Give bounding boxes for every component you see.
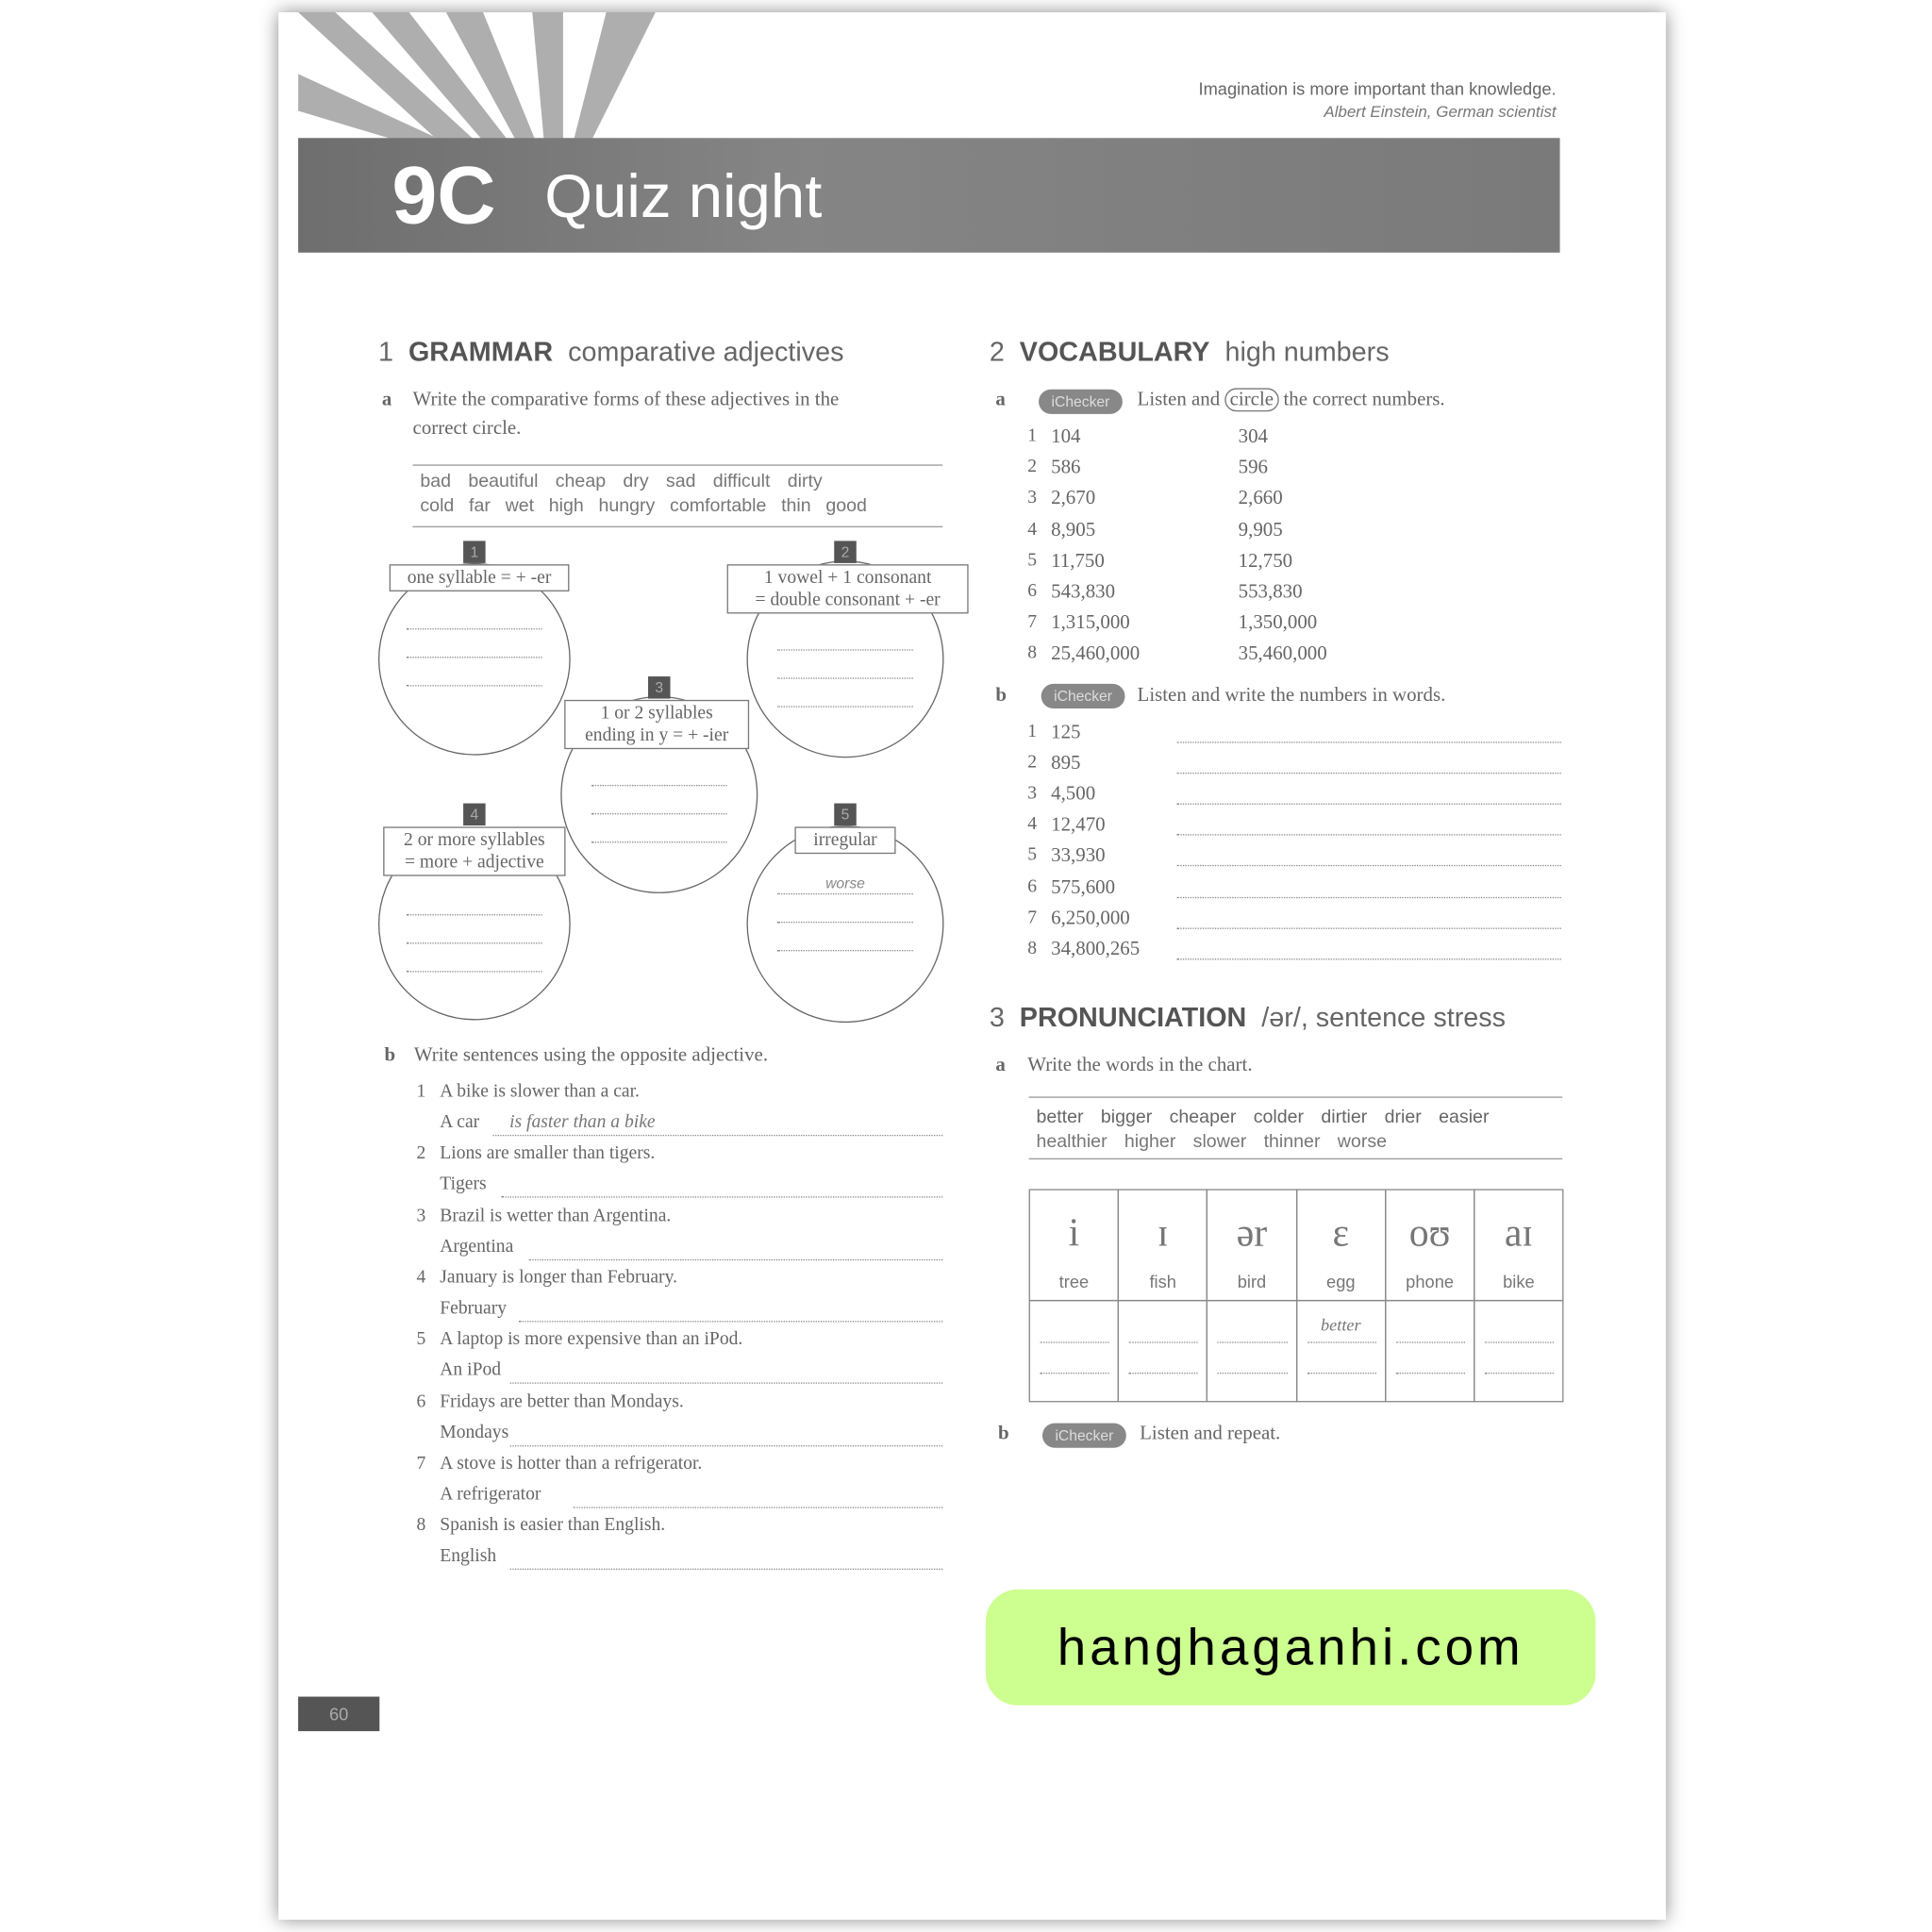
section-number: 3 — [989, 1001, 1005, 1033]
sentence-start: Argentina — [440, 1236, 514, 1257]
answer-cell — [1474, 1300, 1564, 1402]
sound-word: tree — [1058, 1271, 1090, 1291]
sentence-prompt: A stove is hotter than a refrigerator. — [440, 1453, 703, 1474]
item-number: 4 — [416, 1267, 426, 1288]
item-number: 5 — [1027, 550, 1038, 571]
quote: Imagination is more important than knowledge. — [1198, 78, 1557, 99]
answer-line[interactable] — [510, 1383, 942, 1384]
answer-line[interactable] — [1176, 927, 1561, 928]
number-value: 895 — [1051, 753, 1081, 774]
word-box-row — [420, 495, 881, 516]
circle-number: 4 — [463, 804, 486, 826]
word-option: cheaper — [1169, 1106, 1237, 1128]
answer-line[interactable] — [1485, 1373, 1554, 1374]
ichecker-audio-badge[interactable]: iChecker — [1042, 1424, 1126, 1448]
number-value: 6,250,000 — [1051, 908, 1130, 929]
rule-line: 2 or more syllables — [404, 830, 545, 851]
answer-line[interactable] — [1218, 1373, 1287, 1374]
item-number: 7 — [1027, 908, 1038, 927]
circle-number: 2 — [834, 541, 857, 563]
page-title: Quiz night — [544, 161, 823, 231]
answer-line[interactable] — [407, 942, 542, 943]
exercise-letter: a — [381, 389, 392, 410]
sound-word: fish — [1149, 1271, 1176, 1291]
answer-cell — [1029, 1300, 1120, 1402]
section-number: 1 — [377, 336, 393, 368]
instruction — [1138, 390, 1445, 412]
watermark: hanghaganhi.com — [986, 1590, 1596, 1706]
instruction: Write the comparative forms of these adjectives in the — [412, 389, 840, 410]
number-option[interactable]: 1,315,000 — [1051, 612, 1130, 634]
number-option[interactable]: 9,905 — [1238, 519, 1283, 541]
answer-line[interactable] — [591, 841, 727, 842]
word-option: higher — [1124, 1131, 1176, 1153]
item-number: 8 — [1027, 643, 1038, 664]
answer-line[interactable] — [1176, 804, 1561, 805]
number-option[interactable]: 553,830 — [1238, 581, 1303, 603]
item-number: 3 — [416, 1206, 426, 1226]
word-box-row — [1036, 1107, 1506, 1127]
phonetic-symbol: i — [1068, 1209, 1080, 1255]
circle-number: 1 — [463, 541, 486, 563]
word-option: far — [469, 495, 491, 517]
word-option: better — [1036, 1106, 1084, 1128]
example-answer: better — [1320, 1317, 1361, 1336]
number-value: 33,930 — [1051, 845, 1106, 867]
rule-line: ending in y = + -ier — [585, 725, 729, 746]
answer-line[interactable] — [777, 677, 913, 678]
item-number: 4 — [1027, 519, 1038, 540]
sentence-start: Mondays — [440, 1422, 509, 1442]
section-number: 2 — [989, 336, 1005, 368]
answer-line[interactable] — [407, 685, 542, 686]
word-option: easier — [1439, 1106, 1490, 1128]
item-number: 6 — [1027, 876, 1038, 897]
number-option[interactable]: 2,660 — [1238, 488, 1283, 509]
answer-line[interactable] — [1176, 835, 1561, 836]
grammar-heading — [378, 337, 843, 369]
circle-rule-label — [390, 564, 570, 591]
sentence-prompt: Spanish is easier than English. — [440, 1515, 666, 1536]
item-number: 2 — [1027, 457, 1038, 477]
instruction: Write sentences using the opposite adjective. — [413, 1044, 769, 1066]
answer-line[interactable] — [777, 893, 913, 894]
number-value: 12,470 — [1051, 814, 1106, 836]
word-box-row — [420, 471, 840, 491]
word-option: dirtier — [1321, 1106, 1368, 1128]
word-option: sad — [665, 470, 696, 492]
word-option: bigger — [1100, 1106, 1153, 1128]
section-subtitle: high numbers — [1224, 336, 1390, 368]
word-option: difficult — [712, 470, 771, 492]
rule-line: irregular — [813, 830, 877, 851]
number-option[interactable]: 11,750 — [1051, 550, 1105, 572]
sound-word: egg — [1326, 1271, 1356, 1291]
item-number: 7 — [416, 1453, 426, 1474]
circle-word: circle — [1224, 388, 1278, 411]
number-option[interactable]: 25,460,000 — [1051, 643, 1141, 665]
answer-cell — [1296, 1300, 1387, 1402]
answer-cell — [1118, 1300, 1208, 1402]
phonetic-symbol: aɪ — [1504, 1209, 1533, 1255]
section-title: VOCABULARY — [1019, 336, 1210, 368]
word-option: bad — [420, 470, 452, 492]
item-number: 5 — [416, 1329, 426, 1350]
item-number: 1 — [1027, 425, 1038, 446]
answer-line[interactable] — [1485, 1341, 1554, 1342]
answer-line[interactable] — [1396, 1341, 1465, 1342]
answer-line[interactable] — [407, 971, 542, 972]
item-number: 2 — [416, 1143, 426, 1164]
item-number: 3 — [1027, 488, 1038, 508]
answer-line[interactable] — [591, 813, 727, 814]
item-number: 1 — [1027, 722, 1038, 742]
circle-rule-label — [383, 826, 565, 875]
answer-line[interactable] — [1176, 865, 1561, 866]
word-option: healthier — [1036, 1131, 1108, 1153]
sentence-start: Tigers — [440, 1174, 487, 1195]
instruction-text: the correct numbers. — [1283, 389, 1445, 410]
word-box-row — [1036, 1131, 1404, 1152]
exercise-letter: b — [995, 685, 1007, 707]
page-number: 60 — [298, 1697, 379, 1732]
answer-line[interactable] — [519, 1321, 942, 1322]
exercise-letter: a — [995, 389, 1006, 410]
word-option: hungry — [598, 495, 656, 517]
word-option: cheap — [555, 470, 607, 492]
rule-line: = double consonant + -er — [755, 590, 941, 610]
answer-line[interactable] — [1176, 773, 1561, 774]
word-option: wet — [505, 495, 535, 517]
answer-line[interactable] — [1040, 1373, 1108, 1374]
phonetic-symbol: oʊ — [1408, 1209, 1451, 1255]
word-option: good — [825, 495, 867, 517]
word-option: cold — [420, 495, 455, 517]
item-number: 3 — [1027, 783, 1038, 804]
divider — [1029, 1096, 1563, 1097]
phonetic-symbol: ɪ — [1157, 1209, 1169, 1255]
answer-line[interactable] — [1218, 1341, 1287, 1342]
sentence-prompt: Lions are smaller than tigers. — [440, 1143, 656, 1164]
sentence-start: An iPod — [440, 1360, 502, 1381]
circle-number: 3 — [648, 676, 671, 699]
sound-word: bike — [1503, 1271, 1535, 1291]
sentence-prompt: Fridays are better than Mondays. — [440, 1391, 684, 1412]
unit-number: 9C — [391, 149, 496, 241]
divider — [413, 464, 943, 465]
answer-cell — [1207, 1300, 1297, 1402]
sound-word: phone — [1406, 1271, 1455, 1291]
word-option: colder — [1253, 1106, 1305, 1128]
section-subtitle: /ər/, sentence stress — [1261, 1001, 1507, 1033]
word-option: comfortable — [670, 495, 767, 517]
phonetic-symbol: ər — [1236, 1209, 1268, 1255]
number-option[interactable]: 586 — [1051, 457, 1081, 479]
item-number: 6 — [416, 1391, 426, 1412]
sound-header-cell — [1385, 1189, 1475, 1301]
answer-line[interactable] — [1176, 741, 1561, 742]
answer-line[interactable] — [1307, 1373, 1375, 1374]
item-number: 8 — [416, 1515, 426, 1536]
number-value: 575,600 — [1051, 876, 1116, 898]
item-number: 8 — [1027, 938, 1038, 958]
divider — [413, 526, 943, 527]
sentence-start: English — [440, 1546, 497, 1567]
sentence-start: A refrigerator — [440, 1484, 541, 1505]
sentence-start: February — [440, 1298, 508, 1319]
item-number: 6 — [1027, 581, 1038, 602]
word-option: thin — [781, 495, 811, 517]
sentence-prompt: A bike is slower than a car. — [440, 1081, 640, 1102]
instruction: Listen and repeat. — [1140, 1423, 1281, 1444]
answer-line[interactable] — [777, 649, 913, 650]
vocabulary-heading — [990, 337, 1390, 369]
exercise-letter: a — [995, 1055, 1006, 1076]
answer-line[interactable] — [510, 1569, 942, 1570]
number-option[interactable]: 304 — [1238, 425, 1268, 448]
number-value: 34,800,265 — [1051, 938, 1141, 960]
rule-line: = more + adjective — [404, 852, 544, 873]
item-number: 4 — [1027, 814, 1038, 835]
rule-line: 1 vowel + 1 consonant — [763, 568, 932, 589]
rule-line: 1 or 2 syllables — [600, 703, 713, 724]
answer-line[interactable] — [1396, 1373, 1465, 1374]
instruction: Listen and write the numbers in words. — [1137, 685, 1446, 707]
sound-header-cell — [1207, 1189, 1297, 1301]
answer-line[interactable] — [407, 914, 542, 915]
answer-line[interactable] — [777, 950, 913, 951]
answer-line[interactable] — [1040, 1341, 1108, 1342]
number-option[interactable]: 596 — [1238, 457, 1268, 479]
sound-header-cell — [1118, 1189, 1208, 1301]
item-number: 7 — [1027, 612, 1038, 633]
word-option: beautiful — [468, 470, 539, 492]
sound-header-cell — [1474, 1189, 1564, 1301]
word-option: high — [548, 495, 584, 517]
sunburst-decoration — [298, 12, 717, 148]
number-option[interactable]: 35,460,000 — [1238, 643, 1327, 665]
divider — [1029, 1158, 1563, 1159]
exercise-letter: b — [997, 1423, 1009, 1444]
word-option: worse — [1337, 1131, 1388, 1153]
answer-cell — [1385, 1300, 1475, 1402]
number-option[interactable]: 104 — [1051, 425, 1081, 448]
ichecker-audio-badge[interactable]: iChecker — [1041, 684, 1125, 708]
section-title: PRONUNCIATION — [1019, 1001, 1247, 1033]
number-option[interactable]: 12,750 — [1238, 550, 1293, 572]
number-option[interactable]: 2,670 — [1051, 488, 1096, 509]
circle-number: 5 — [834, 804, 857, 826]
example-answer: is faster than a bike — [509, 1112, 656, 1133]
answer-line[interactable] — [528, 1258, 942, 1259]
answer-line[interactable] — [1176, 896, 1561, 897]
example-answer: worse — [825, 874, 865, 892]
number-option[interactable]: 8,905 — [1051, 519, 1096, 541]
answer-line[interactable] — [510, 1444, 942, 1445]
sound-header-cell — [1029, 1189, 1120, 1301]
answer-line[interactable] — [1129, 1341, 1198, 1342]
sound-word: bird — [1237, 1271, 1267, 1291]
sound-header-cell — [1296, 1189, 1387, 1301]
answer-line[interactable] — [492, 1135, 942, 1136]
answer-line[interactable] — [777, 706, 913, 707]
number-value: 4,500 — [1051, 783, 1096, 806]
circle-rule-label — [794, 826, 895, 854]
number-value: 125 — [1051, 722, 1081, 743]
category-circle — [378, 563, 571, 756]
instruction: correct circle. — [412, 417, 522, 439]
category-circle — [747, 825, 944, 1023]
word-option: drier — [1384, 1106, 1422, 1128]
answer-line[interactable] — [407, 657, 542, 658]
ichecker-audio-badge[interactable]: iChecker — [1039, 390, 1123, 414]
answer-line[interactable] — [777, 922, 913, 923]
answer-line[interactable] — [501, 1197, 942, 1198]
answer-line[interactable] — [1176, 958, 1561, 959]
sentence-prompt: January is longer than February. — [440, 1267, 678, 1288]
word-option: thinner — [1263, 1131, 1321, 1153]
section-subtitle: comparative adjectives — [568, 336, 844, 368]
sentence-start: A car — [440, 1112, 480, 1133]
pronunciation-heading — [990, 1002, 1506, 1034]
phonetic-symbol: ɛ — [1332, 1209, 1350, 1255]
word-option: dry — [623, 470, 649, 492]
exercise-letter: b — [384, 1044, 396, 1066]
number-option[interactable]: 1,350,000 — [1238, 612, 1318, 634]
instruction: Write the words in the chart. — [1027, 1055, 1253, 1076]
number-option[interactable]: 543,830 — [1051, 581, 1116, 603]
circle-rule-label — [564, 700, 749, 749]
answer-line[interactable] — [1307, 1341, 1375, 1342]
circle-rule-label — [727, 564, 969, 613]
title-banner — [298, 138, 1559, 252]
answer-line[interactable] — [407, 628, 542, 629]
sentence-prompt: A laptop is more expensive than an iPod. — [440, 1329, 743, 1350]
item-number: 2 — [1027, 753, 1038, 774]
word-option: slower — [1192, 1131, 1247, 1153]
instruction-text: Listen and — [1137, 389, 1221, 410]
word-option: dirty — [787, 470, 823, 492]
answer-line[interactable] — [1129, 1373, 1198, 1374]
section-title: GRAMMAR — [408, 336, 554, 368]
item-number: 5 — [1027, 845, 1038, 866]
answer-line[interactable] — [591, 785, 727, 786]
rule-line: one syllable = + -er — [407, 568, 552, 589]
sentence-prompt: Brazil is wetter than Argentina. — [440, 1206, 672, 1226]
item-number: 1 — [416, 1081, 426, 1102]
quote-author: Albert Einstein, German scientist — [1324, 102, 1557, 121]
